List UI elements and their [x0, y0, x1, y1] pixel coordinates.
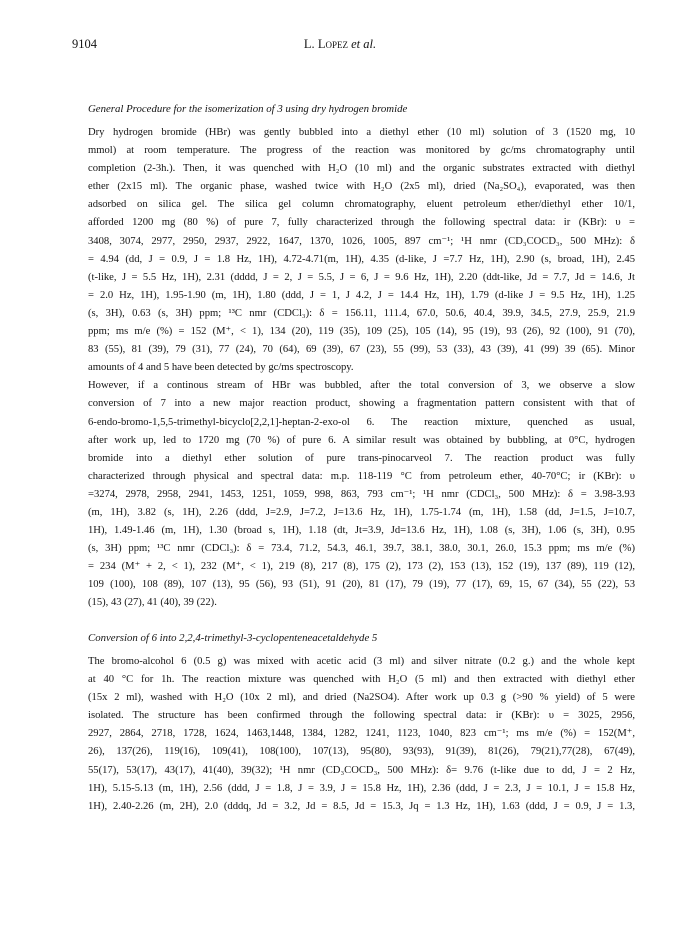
text-line: isolated. The structure has been confirmed through the following spectral data: ir (KBr): υ = 3025, 2956,: [88, 710, 635, 722]
text-line: ppm; ms m/e (%) = 152 (M⁺, < 1), 134 (20), 119 (35), 109 (25), 105 (14), 95 (19), 93 (26), 92 (100), 91 (70),: [88, 326, 635, 338]
text-line: = 2.0 Hz, 1H), 1.95-1.90 (m, 1H), 1.80 (ddd, J = 1, J 4.2, J = 14.4 Hz, 1H), 1.79 (d-like J = 9.5 Hz, 1H), 1.25: [88, 289, 635, 301]
text-line: 26), 137(26), 119(16), 109(41), 108(100), 107(13), 95(80), 93(93), 91(39), 81(26), 79(21),77(28), 67(49),: [88, 746, 635, 758]
text-line: ether (2x15 ml). The organic phase, washed twice with H₂O (2x5 ml), dried (Na₂SO₄), evaporated, was then: [88, 181, 635, 193]
text-line: amounts of 4 and 5 have been detected by gc/ms spectroscopy.: [88, 362, 354, 374]
section-heading-conversion: Conversion of 6 into 2,2,4-trimethyl-3-cyclopenteneacetaldehyde 5: [88, 632, 378, 644]
text-line: (s, 3H) ppm; ¹³C nmr (CDCl₃): δ = 73.4, 71.2, 54.3, 46.1, 39.7, 38.1, 38.0, 30.1, 26.0, 15.3 ppm; ms m/e (%): [88, 543, 635, 555]
author-surname: Lopez: [317, 37, 348, 51]
text-line: at 40 °C for 1h. The reaction mixture was quenched with H₂O (5 ml) and then extracted with diethyl ether: [88, 674, 635, 686]
text-line: bromide into a diethyl ether solution of pure trans-pinocarveol 7. The reaction product was fully: [88, 452, 635, 464]
text-line: 55(17), 53(17), 43(17), 41(40), 39(32); ¹H nmr (CD₃COCD₃, 500 MHz): δ= 9.76 (t-like due to dd, J = 2 Hz,: [88, 764, 635, 776]
text-line: after work up, led to 1720 mg (70 %) of pure 6. A similar result was obtained by bubbling, at 0°C, hydrogen: [88, 434, 635, 446]
text-line: (15), 43 (27), 41 (40), 39 (22).: [88, 597, 217, 609]
page-number: 9104: [72, 37, 97, 51]
text-line: However, if a continous stream of HBr was bubbled, after the total conversion of 3, we observe a slow: [88, 380, 635, 392]
text-line: (15x 2 ml), washed with H₂O (10x 2 ml), and dried (Na2SO4). After work up 0.3 g (>90 % yield) of 5 were: [88, 692, 635, 704]
text-line: Dry hydrogen bromide (HBr) was gently bubbled into a diethyl ether (10 ml) solution of 3 (1520 mg, 10: [88, 127, 635, 138]
text-line: adsorbed on silica gel. The silica gel column chromatography, eluent petroleum ether/diethyl ether 10/1,: [88, 199, 635, 211]
text-line: 1H), 2.40-2.26 (m, 2H), 2.0 (dddq, Jd = 3.2, Jd = 8.5, Jd = 15.3, Jq = 1.3 Hz, 1H), 1.63 (ddd, J = 0.9, J = 1.3,: [88, 800, 635, 812]
text-line: 83 (55), 81 (39), 79 (31), 77 (24), 70 (64), 69 (39), 67 (23), 55 (99), 53 (33), 43 (39), 41 (99) 39 (65). Minor: [88, 344, 635, 356]
text-line: completion (2-3h.). Then, it was quenched with H₂O (10 ml) and the organic substrates extracted with diethyl: [88, 163, 635, 175]
text-line: afforded 1200 mg (80 %) of pure 7, fully characterized through the following spectral data: ir (KBr): υ =: [88, 217, 635, 229]
text-line: 1H), 1.49-1.46 (m, 1H), 1.30 (broad s, 1H), 1.18 (dt, Jt=3.9, Jd=13.6 Hz, 1H), 1.08 (s, 3H), 1.06 (s, 3H), 0.95: [88, 525, 635, 537]
text-line: = 4.94 (dd, J = 0.9, J = 1.8 Hz, 1H), 4.72-4.71(m, 1H), 4.35 (d-like, J =7.7 Hz, 1H), 2.90 (s, broad, 1H), 2.45: [88, 253, 635, 265]
text-line: = 234 (M⁺ + 2, < 1), 232 (M⁺, < 1), 219 (8), 217 (8), 175 (2), 173 (2), 153 (13), 152 (19), 137 (89), 119 (12),: [88, 561, 635, 573]
author-et-al: et al.: [347, 37, 377, 51]
running-header-authors: [0, 37, 680, 52]
text-line: =3274, 2978, 2958, 2941, 1453, 1251, 1059, 998, 863, 793 cm⁻¹; ¹H nmr (CDCl₃, 500 MHz): δ = 3.98-3.93: [88, 488, 635, 500]
text-line: characterized through physical and spectral data: m.p. 118-119 °C from petroleum ether, 40-70°C; ir (KBr): υ: [88, 470, 635, 482]
text-line: The bromo-alcohol 6 (0.5 g) was mixed with acetic acid (3 ml) and silver nitrate (0.2 g.) and the whole kept: [88, 656, 635, 667]
text-line: 2927, 2864, 2718, 1728, 1624, 1463,1448, 1384, 1282, 1241, 1123, 1040, 823 cm⁻¹; ms m/e (%) = 152(M⁺,: [88, 728, 635, 740]
author-initial: L.: [303, 37, 318, 51]
text-line: (m, 1H), 3.82 (s, 1H), 2.26 (ddd, J=2.9, J=7.2, J=13.6 Hz, 1H), 1.75-1.74 (m, 1H), 1.58 (dd, J=1.5, J=10.7,: [88, 506, 635, 518]
section-heading-isomerization: General Procedure for the isomerization of 3 using dry hydrogen bromide: [88, 103, 408, 115]
text-line: conversion of 7 into a new major reaction product, showing a fragmentation pattern consistent with that of: [88, 398, 635, 410]
text-line: 3408, 3074, 2977, 2950, 2937, 2922, 1647, 1370, 1026, 1005, 897 cm⁻¹; ¹H nmr (CD₃COCD₃, 500 MHz): δ: [88, 235, 635, 247]
text-line: (s, 3H), 0.63 (s, 3H) ppm; ¹³C nmr (CDCl₃): δ = 156.11, 111.4, 67.0, 50.6, 40.4, 39.9, 34.5, 27.9, 25.9, 21.9: [88, 307, 635, 319]
paragraph-conversion-procedure: [88, 653, 635, 816]
text-line: 1H), 5.15-5.13 (m, 1H), 2.56 (ddd, J = 1.8, J = 3.9, J = 15.8 Hz, 1H), 2.36 (ddd, J = 2.3, J = 10.1, J = 15.8 Hz,: [88, 782, 635, 794]
text-line: (t-like, J = 5.5 Hz, 1H), 2.31 (dddd, J = 2, J = 5.5, J = 6, J = 9.6 Hz, 1H), 2.20 (ddt-like, Jd = 7.7, Jd = 14.6, Jt: [88, 271, 635, 283]
text-line: 6-endo-bromo-1,5,5-trimethyl-bicyclo[2,2,1]-heptan-2-exo-ol 6. The reaction mixture, quenched as usual,: [88, 416, 635, 428]
paragraph-isomerization-procedure: [88, 124, 635, 613]
text-line: 109 (100), 108 (89), 107 (13), 95 (56), 93 (51), 91 (20), 81 (17), 79 (19), 77 (17), 69, 15, 67 (34), 55 (22), 53: [88, 579, 635, 591]
text-line: mmol) at room temperature. The progress of the reaction was monitored by gc/ms chromatography until: [88, 145, 635, 157]
